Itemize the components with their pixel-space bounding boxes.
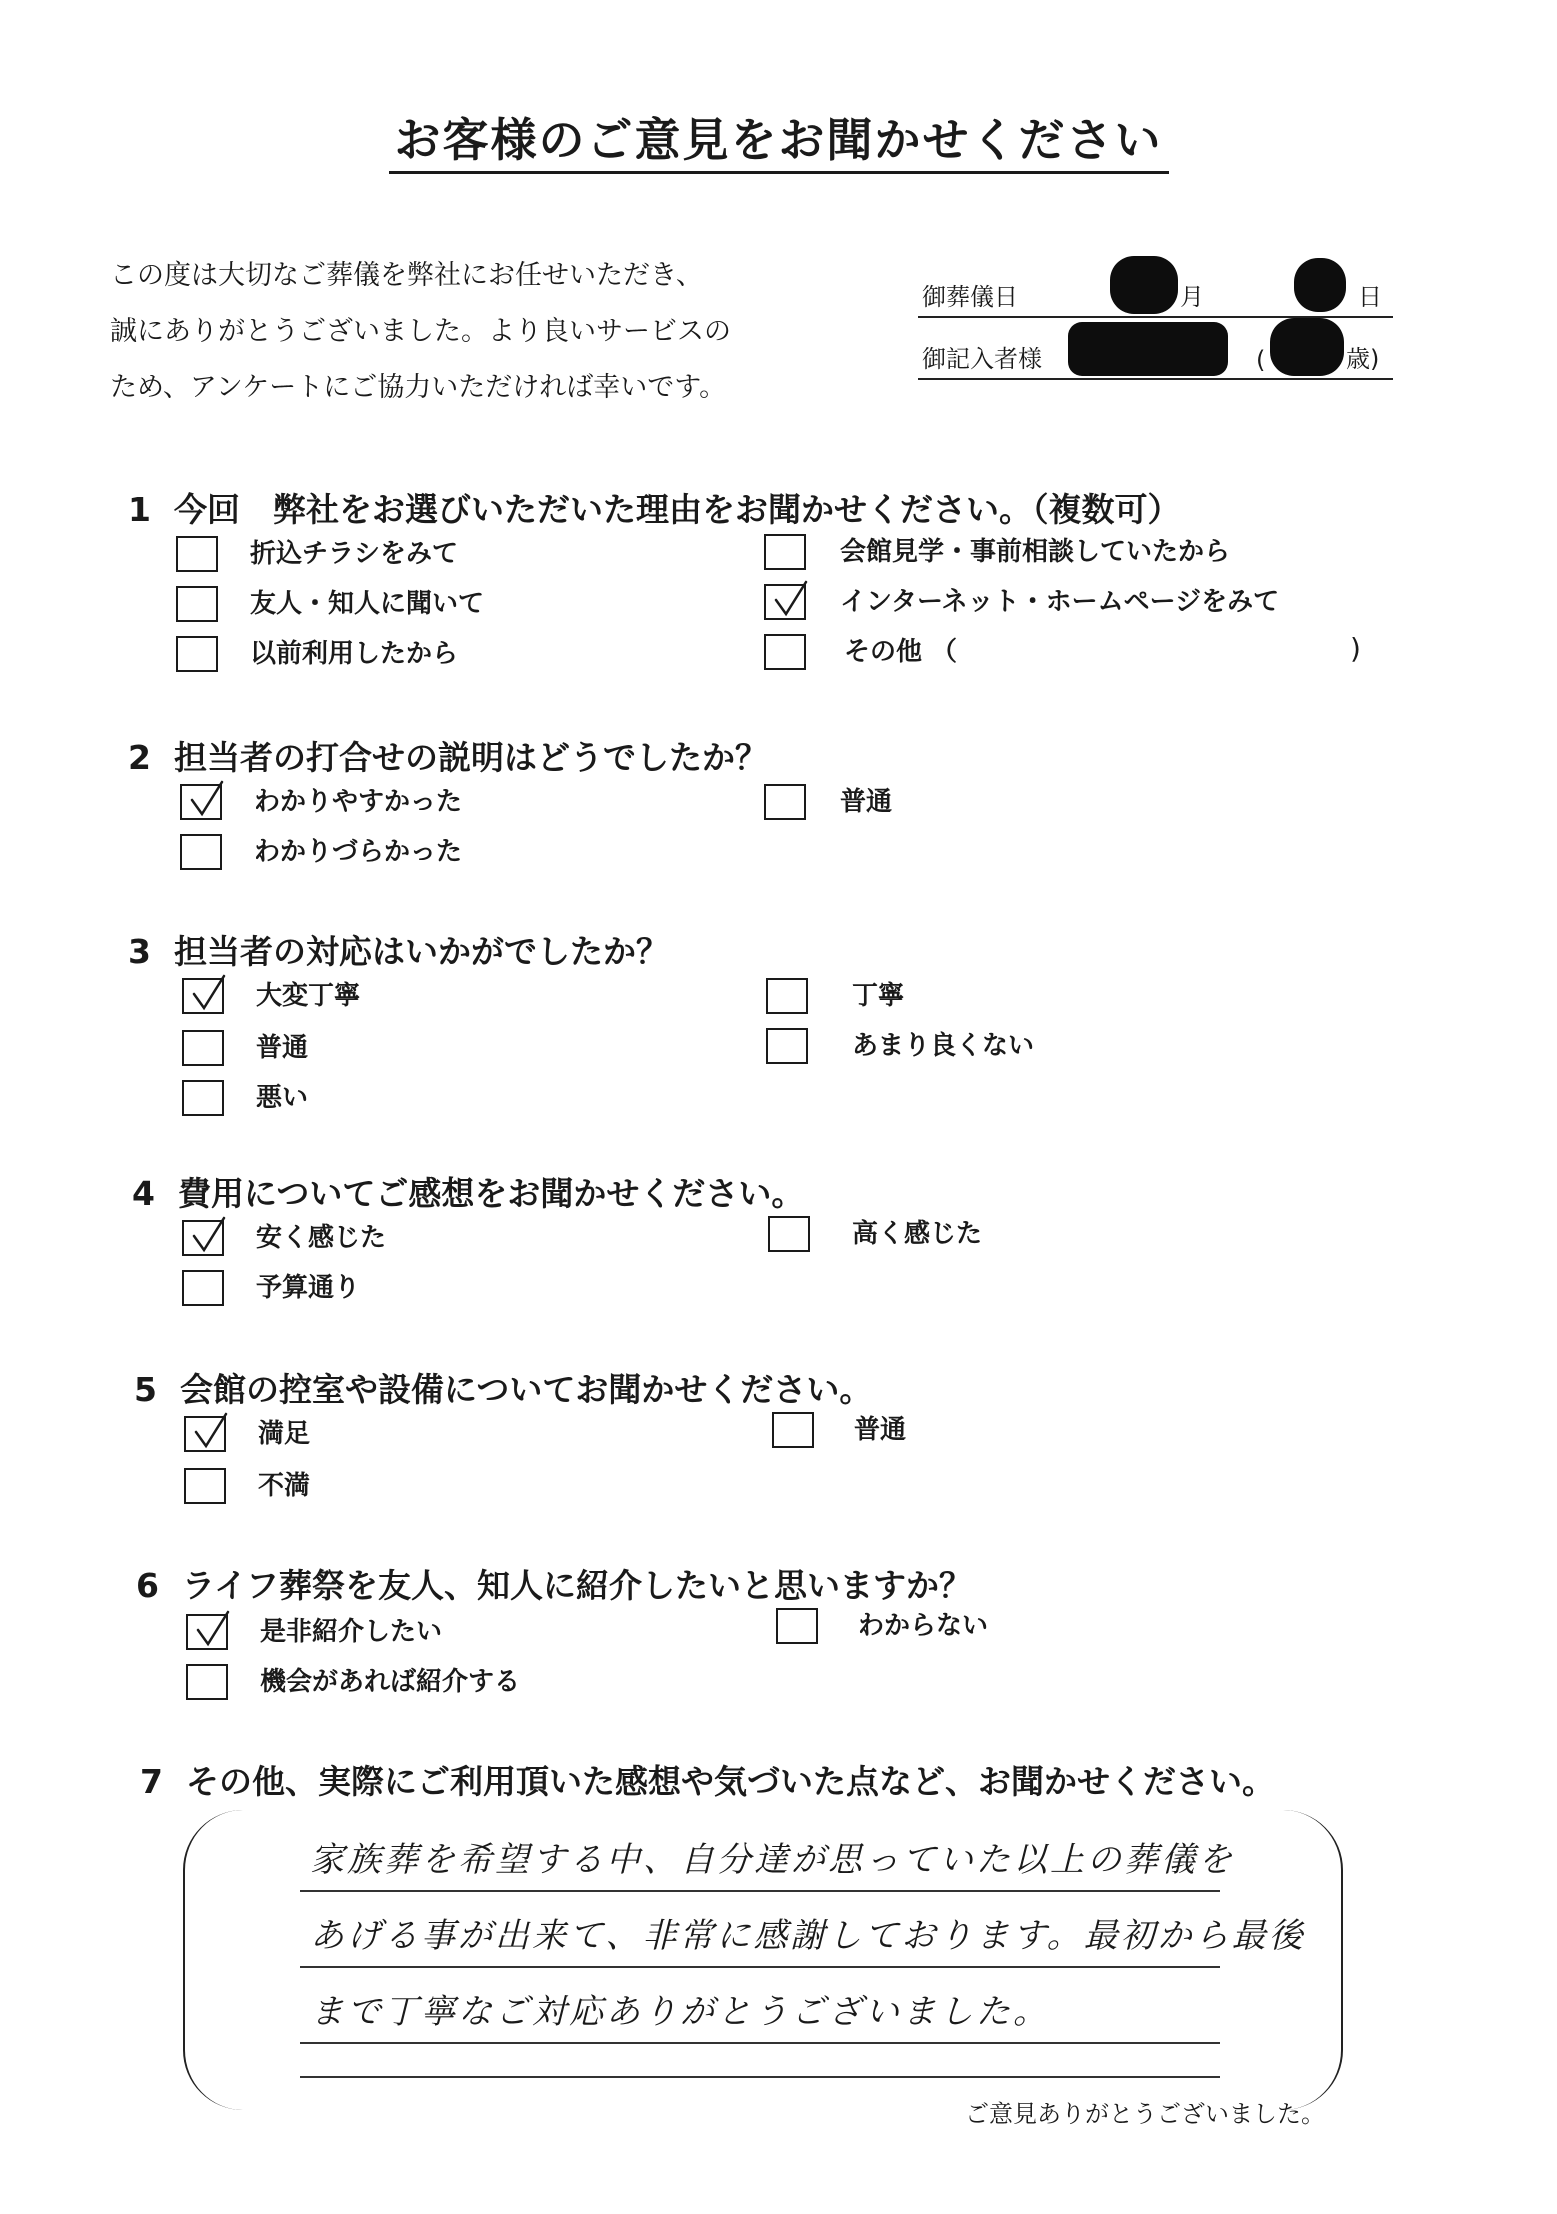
checkbox[interactable] [776,1608,818,1644]
redacted-name [1068,322,1228,376]
funeral-date-row [918,270,1393,318]
checkbox[interactable] [768,1216,810,1252]
option-label: 予算通り [256,1273,361,1303]
checkbox[interactable] [176,636,218,672]
checkbox[interactable] [182,978,224,1014]
option-label: 高く感じた [852,1219,983,1249]
intro-text [110,248,731,416]
option-label: その他 （ [844,637,958,667]
question-text: その他、実際にご利用頂いた感想や気づいた点など、お聞かせください。 [186,1762,1275,1801]
checkmark-icon [192,1608,232,1652]
option-label: 普通 [854,1415,907,1445]
day-unit: 日 [1358,283,1382,311]
checkbox[interactable] [766,1028,808,1064]
age-unit: 歳) [1346,345,1380,373]
checkmark-icon [188,972,228,1016]
intro-line: 誠にありがとうございました。より良いサービスの [110,316,731,347]
other-paren-close: ) [1350,632,1361,665]
checkbox[interactable] [764,534,806,570]
option-label: わかりづらかった [254,837,463,867]
funeral-date-label: 御葬儀日 [922,283,1018,311]
option-label: 丁寧 [852,981,905,1011]
question-number: 7 [140,1762,163,1801]
option-label: 折込チラシをみて [250,539,459,569]
question-text: 今回 弊社をお選びいただいた理由をお聞かせください。（複数可） [174,490,1181,529]
question-2 [128,732,768,779]
checkbox[interactable] [182,1270,224,1306]
question-number: 1 [128,490,151,529]
redacted-month [1110,256,1178,314]
intro-line: ため、アンケートにご協力いただければ幸いです。 [110,372,727,403]
comment-line[interactable]: まで丁寧なご対応ありがとうございました。 [300,1982,1220,2044]
comment-line[interactable] [300,2056,1220,2078]
question-1 [128,484,1181,531]
paren-open: ( [1256,346,1266,374]
option-label: 普通 [256,1033,309,1063]
option-label: 機会があれば紹介する [260,1667,521,1697]
question-text: ライフ葬祭を友人、知人に紹介したいと思いますか？ [182,1566,973,1605]
footer-thanks: ご意見ありがとうございました。 [965,2100,1325,2128]
question-number: 2 [128,738,151,777]
question-3 [128,926,669,973]
checkbox[interactable] [184,1468,226,1504]
option-label: わからない [858,1611,989,1641]
redacted-age [1270,318,1344,376]
checkbox[interactable] [182,1220,224,1256]
comment-line[interactable]: あげる事が出来て、非常に感謝しております。最初から最後 [300,1906,1220,1968]
checkbox[interactable] [186,1664,228,1700]
checkbox[interactable] [766,978,808,1014]
option-label: 大変丁寧 [256,981,361,1011]
checkbox[interactable] [182,1080,224,1116]
checkbox[interactable] [176,536,218,572]
question-number: 3 [128,932,151,971]
checkbox[interactable] [186,1614,228,1650]
question-7 [140,1756,1275,1803]
checkbox[interactable] [764,784,806,820]
question-5 [134,1364,872,1411]
option-label: 友人・知人に聞いて [250,589,485,619]
option-label: 普通 [840,787,893,817]
option-label: 不満 [258,1471,311,1501]
checkmark-icon [186,778,226,822]
checkbox[interactable] [176,586,218,622]
respondent-label: 御記入者様 [922,345,1042,373]
option-label: 是非紹介したい [260,1617,443,1647]
checkmark-icon [190,1410,230,1454]
checkbox[interactable] [184,1416,226,1452]
option-label: インターネット・ホームページをみて [840,587,1280,617]
question-number: 4 [132,1174,155,1213]
option-label: 安く感じた [256,1223,387,1253]
page-title: お客様のご意見をお聞かせください [0,104,1557,170]
question-number: 6 [136,1566,159,1605]
month-unit: 月 [1180,283,1204,311]
redacted-day [1294,258,1346,312]
checkbox[interactable] [764,634,806,670]
comment-line[interactable]: 家族葬を希望する中、自分達が思っていた以上の葬儀を [300,1830,1220,1892]
question-text: 担当者の対応はいかがでしたか？ [174,932,669,971]
question-number: 5 [134,1370,157,1409]
option-label: 満足 [258,1419,311,1449]
intro-line: この度は大切なご葬儀を弊社にお任せいただき、 [110,260,703,291]
question-text: 担当者の打合せの説明はどうでしたか？ [174,738,768,777]
checkmark-icon [770,578,810,622]
checkbox[interactable] [180,834,222,870]
checkmark-icon [188,1214,228,1258]
option-label: 会館見学・事前相談していたから [840,537,1231,567]
respondent-row [918,332,1393,380]
option-label: 以前利用したから [250,639,459,669]
question-4 [132,1168,804,1215]
option-label: わかりやすかった [254,787,463,817]
question-text: 会館の控室や設備についてお聞かせください。 [180,1370,873,1409]
checkbox[interactable] [182,1030,224,1066]
option-label: あまり良くない [852,1031,1035,1061]
checkbox[interactable] [180,784,222,820]
checkbox[interactable] [764,584,806,620]
question-6 [136,1560,972,1607]
option-label: 悪い [256,1083,309,1113]
checkbox[interactable] [772,1412,814,1448]
question-text: 費用についてご感想をお聞かせください。 [178,1174,805,1213]
